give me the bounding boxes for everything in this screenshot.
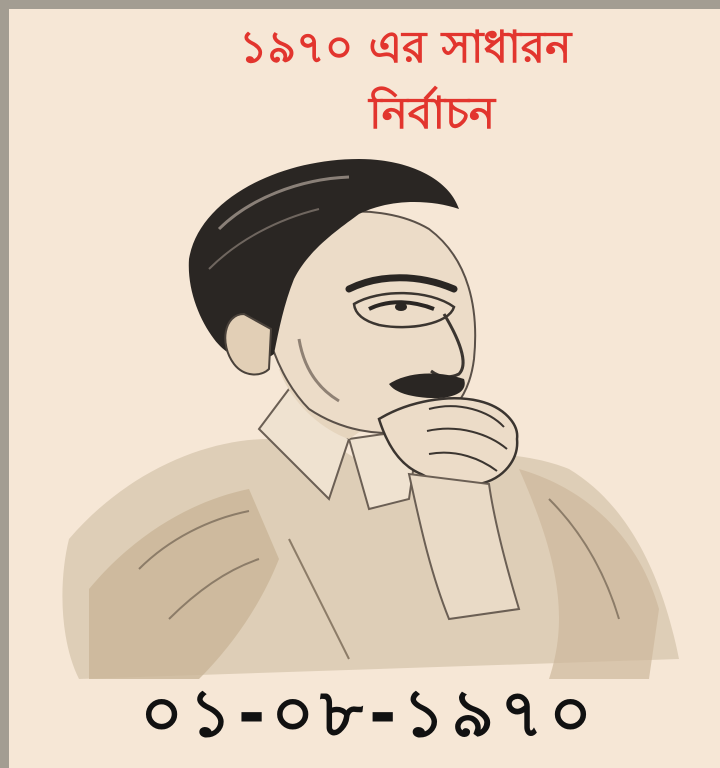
sketch-portrait-icon (49, 139, 689, 679)
poster-title-line-1: ১৯৭০ এর সাধারন (239, 22, 572, 73)
frame-left-border (0, 0, 9, 768)
frame-top-border (0, 0, 720, 9)
poster-title-line-2: নির্বাচন (369, 88, 496, 139)
eye-pupil (395, 303, 407, 311)
poster (9, 9, 720, 768)
poster-date: ০১-০৮-১৯৭০ (140, 675, 598, 752)
